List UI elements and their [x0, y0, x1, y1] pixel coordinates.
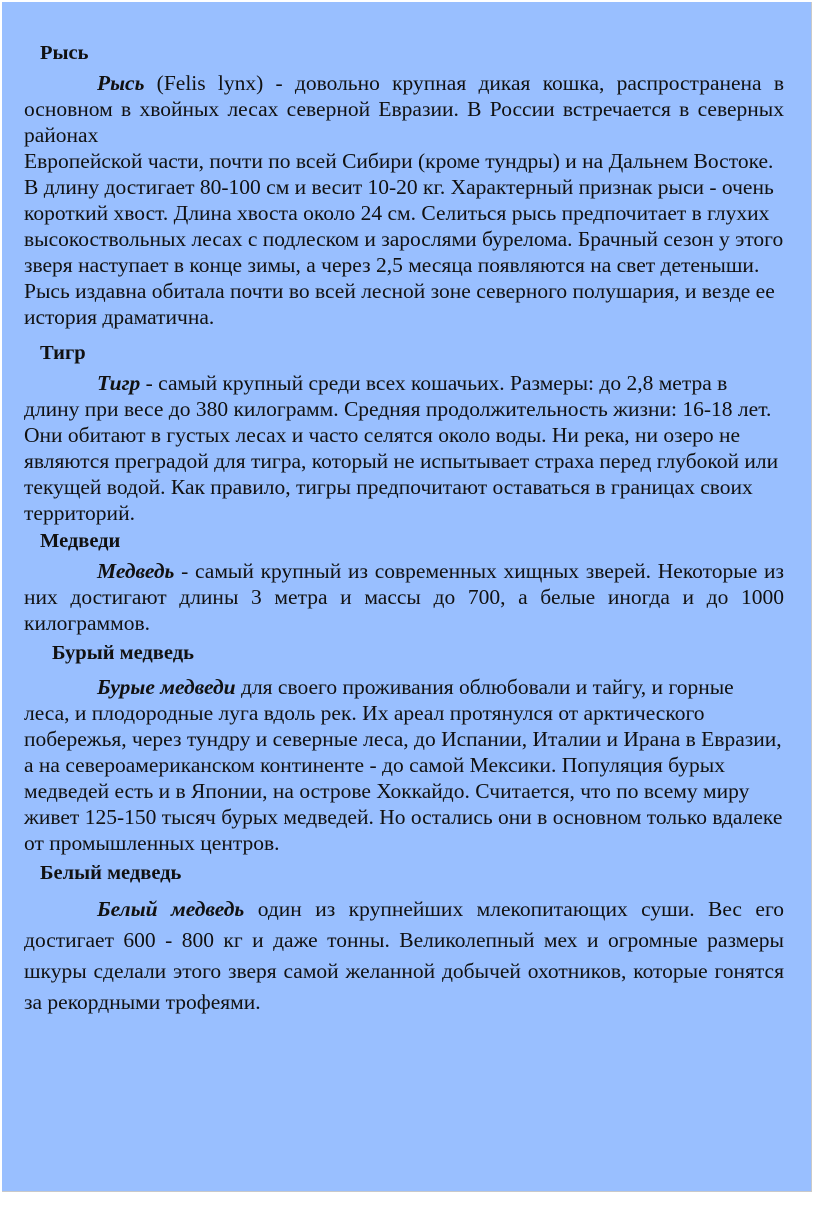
section-title-tiger: Тигр	[40, 342, 86, 364]
term-brown-bears: Бурые медведи	[97, 675, 236, 699]
paragraph-bears-text: - самый крупный из современных хищных зверей. Некоторые из них достигают длины 3 метра и массы до 700, а белые иногда и до 1000 килограммов.	[24, 559, 784, 635]
paragraph-brown-bear-text: для своего проживания облюбовали и тайгу, и горные леса, и плодородные луга вдоль рек. Их ареал протянулся от арктического побережья, через тундру и северные леса, до Испании, Италии и Ирана в Евразии, а на североамериканском континенте - до самой Мексики. Популяция бурых медведей есть и в Японии, на острове Хоккайдо. Считается, что по всему миру живет 125-150 тысяч бурых медведей. Но остались они в основном только вдалеке от промышленных центров.	[24, 675, 783, 855]
document-content	[24, 40, 784, 1018]
paragraph-brown-bear	[24, 674, 784, 856]
term-tiger: Тигр	[97, 371, 141, 395]
section-title-polar-bear: Белый медведь	[40, 862, 182, 884]
paragraph-polar-bear	[24, 894, 784, 1018]
paragraph-lynx-body	[24, 148, 784, 330]
paragraph-polar-bear-text: один из крупнейших млекопитающих суши. Вес его достигает 600 - 800 кг и даже тонны. Великолепный мех и огромные размеры шкуры сделали этого зверя самой желанной добычей охотников, которые гонятся за рекордными трофеями.	[24, 897, 784, 1014]
term-bear: Медведь	[97, 559, 175, 583]
section-title-bears: Медведи	[40, 530, 121, 552]
term-lynx: Рысь	[97, 71, 145, 95]
paragraph-lynx-text-b: Европейской части, почти по всей Сибири (кроме тундры) и на Дальнем Востоке. В длину достигает 80-100 см и весит 10-20 кг. Характерный признак рыси - очень короткий хвост. Длина хвоста около 24 см. Селиться рысь предпочитает в глухих высокоствольных лесах с подлеском и зарослями бурелома. Брачный сезон у этого зверя наступает в конце зимы, а через 2,5 месяца появляются на свет детеныши. Рысь издавна обитала почти во всей лесной зоне северного полушария, и везде ее история драматична.	[24, 149, 784, 329]
paragraph-bears	[24, 558, 784, 636]
section-title-brown-bear: Бурый медведь	[52, 642, 194, 664]
term-polar-bear: Белый медведь	[97, 897, 245, 921]
paragraph-lynx-intro	[24, 70, 784, 148]
section-title-lynx: Рысь	[40, 42, 89, 64]
paragraph-tiger-text: - самый крупный среди всех кошачьих. Размеры: до 2,8 метра в длину при весе до 380 килограмм. Средняя продолжительность жизни: 16-18 лет. Они обитают в густых лесах и часто селятся около воды. Ни река, ни озеро не являются преградой для тигра, который не испытывает страха перед глубокой или текущей водой. Как правило, тигры предпочитают оставаться в границах своих территорий.	[24, 371, 779, 525]
paragraph-lynx-text-a: (Felis lynx) - довольно крупная дикая кошка, распространена в основном в хвойных лесах северной Евразии. В России встречается в северных районах	[24, 71, 784, 147]
paragraph-tiger	[24, 370, 784, 526]
document-page	[2, 2, 812, 1192]
